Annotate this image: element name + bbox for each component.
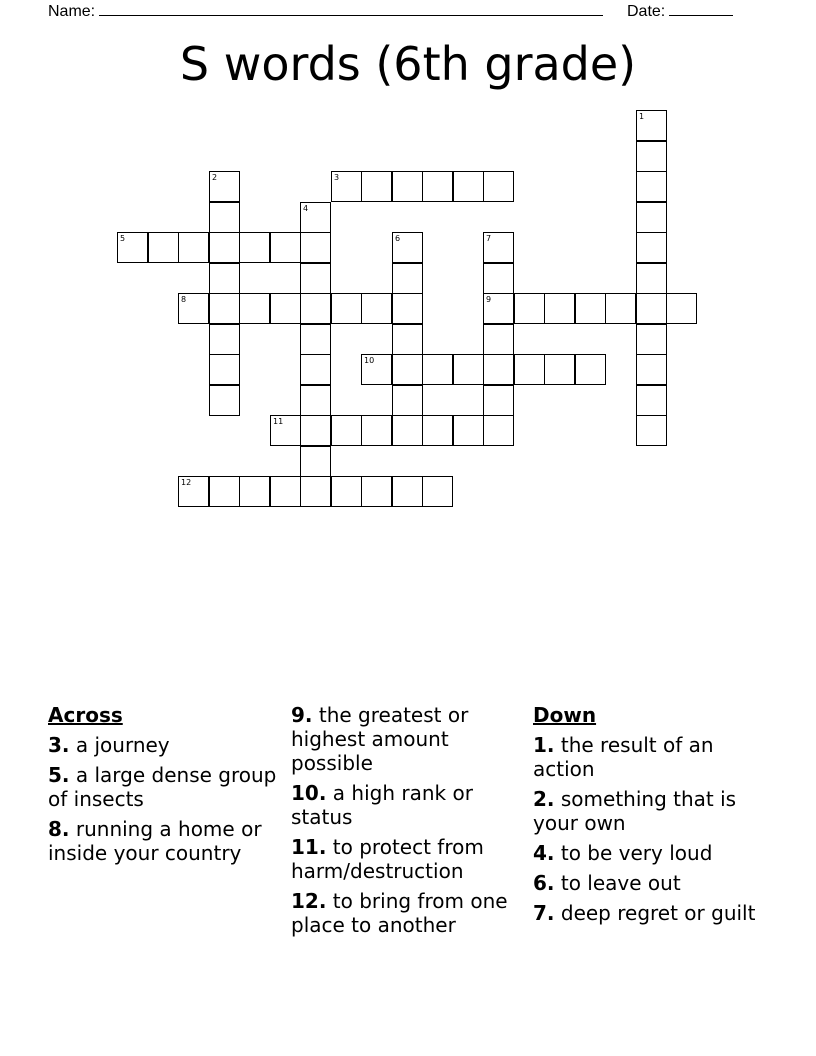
crossword-cell[interactable] [636, 324, 667, 355]
crossword-cell[interactable] [300, 232, 331, 263]
crossword-cell[interactable] [300, 476, 331, 507]
crossword-cell[interactable] [178, 232, 209, 263]
crossword-cell[interactable] [209, 263, 240, 294]
down-heading: Down [533, 703, 597, 727]
crossword-cell[interactable] [483, 232, 514, 263]
crossword-cell[interactable] [361, 354, 392, 385]
name-blank-line[interactable] [99, 0, 603, 16]
clue-down-2: 2. something that is your own [533, 787, 737, 835]
crossword-cell[interactable] [636, 354, 667, 385]
crossword-cell[interactable] [544, 293, 575, 324]
clue-across-8: 8. running a home or inside your country [48, 817, 262, 865]
clue-number: 4 [303, 204, 309, 213]
crossword-cell[interactable] [453, 171, 484, 202]
crossword-cell[interactable] [422, 354, 453, 385]
crossword-cell[interactable] [300, 202, 331, 233]
clue-down-6: 6. to leave out [533, 871, 681, 895]
crossword-cell[interactable] [331, 171, 362, 202]
crossword-cell[interactable] [483, 415, 514, 446]
crossword-cell[interactable] [483, 324, 514, 355]
clue-down-4: 4. to be very loud [533, 841, 713, 865]
clue-number: 9 [486, 295, 492, 304]
crossword-cell[interactable] [575, 293, 606, 324]
crossword-cell[interactable] [209, 171, 240, 202]
date-label: Date: [627, 3, 666, 20]
crossword-cell[interactable] [209, 385, 240, 416]
crossword-cell[interactable] [209, 232, 240, 263]
crossword-cell[interactable] [270, 232, 301, 263]
crossword-cell[interactable] [331, 293, 362, 324]
crossword-cell[interactable] [209, 354, 240, 385]
crossword-cell[interactable] [270, 293, 301, 324]
crossword-cell[interactable] [300, 263, 331, 294]
crossword-cell[interactable] [453, 415, 484, 446]
clue-across-5: 5. a large dense group of insects [48, 763, 277, 811]
date-field [627, 0, 733, 21]
crossword-cell[interactable] [544, 354, 575, 385]
clue-number: 3 [334, 173, 340, 182]
crossword-cell[interactable] [270, 415, 301, 446]
clue-number: 1 [639, 112, 645, 121]
crossword-cell[interactable] [483, 263, 514, 294]
clue-down-7: 7. deep regret or guilt [533, 901, 756, 925]
crossword-cell[interactable] [148, 232, 179, 263]
clue-across-3: 3. a journey [48, 733, 170, 757]
crossword-cell[interactable] [361, 171, 392, 202]
clue-number: 6 [395, 234, 401, 243]
crossword-cell[interactable] [636, 415, 667, 446]
crossword-cell[interactable] [300, 446, 331, 477]
clue-number: 2 [212, 173, 218, 182]
crossword-cell[interactable] [178, 476, 209, 507]
crossword-cell[interactable] [361, 476, 392, 507]
crossword-cell[interactable] [636, 141, 667, 172]
crossword-cell[interactable] [209, 202, 240, 233]
crossword-cell[interactable] [483, 171, 514, 202]
crossword-cell[interactable] [636, 110, 667, 141]
crossword-cell[interactable] [239, 476, 270, 507]
crossword-cell[interactable] [209, 324, 240, 355]
crossword-cell[interactable] [392, 293, 423, 324]
date-blank-line[interactable] [669, 0, 733, 16]
crossword-cell[interactable] [209, 476, 240, 507]
clue-number: 7 [486, 234, 492, 243]
clue-across-10: 10. a high rank or status [291, 781, 473, 829]
clue-down-1: 1. the result of an action [533, 733, 714, 781]
clue-across-9: 9. the greatest or highest amount possible [291, 703, 469, 775]
crossword-cell[interactable] [300, 354, 331, 385]
crossword-cell[interactable] [636, 232, 667, 263]
clue-number: 11 [273, 417, 284, 426]
crossword-cell[interactable] [514, 354, 545, 385]
clue-across-11: 11. to protect from harm/destruction [291, 835, 484, 883]
crossword-cell[interactable] [300, 415, 331, 446]
clue-number: 10 [364, 356, 375, 365]
crossword-cell[interactable] [605, 293, 636, 324]
crossword-cell[interactable] [300, 385, 331, 416]
crossword-cell[interactable] [361, 415, 392, 446]
crossword-cell[interactable] [270, 476, 301, 507]
crossword-cell[interactable] [514, 293, 545, 324]
crossword-cell[interactable] [178, 293, 209, 324]
crossword-cell[interactable] [422, 171, 453, 202]
crossword-cell[interactable] [422, 415, 453, 446]
crossword-cell[interactable] [392, 476, 423, 507]
crossword-cell[interactable] [483, 354, 514, 385]
crossword-cell[interactable] [392, 324, 423, 355]
clue-number: 12 [181, 478, 192, 487]
crossword-cell[interactable] [239, 232, 270, 263]
crossword-cell[interactable] [392, 415, 423, 446]
crossword-cell[interactable] [636, 293, 667, 324]
crossword-cell[interactable] [300, 293, 331, 324]
clues-column-3 [533, 703, 769, 931]
crossword-cell[interactable] [636, 171, 667, 202]
name-field [48, 0, 603, 21]
clues-column-2 [291, 703, 527, 943]
crossword-cell[interactable] [666, 293, 697, 324]
crossword-cell[interactable] [392, 232, 423, 263]
crossword-cell[interactable] [453, 354, 484, 385]
crossword-cell[interactable] [392, 263, 423, 294]
clue-across-12: 12. to bring from one place to another [291, 889, 508, 937]
crossword-cell[interactable] [483, 385, 514, 416]
crossword-cell[interactable] [300, 324, 331, 355]
crossword-cell[interactable] [361, 293, 392, 324]
crossword-cell[interactable] [331, 476, 362, 507]
crossword-cell[interactable] [209, 293, 240, 324]
crossword-cell[interactable] [117, 232, 148, 263]
clues-column-1 [48, 703, 278, 871]
crossword-cell[interactable] [392, 171, 423, 202]
crossword-cell[interactable] [636, 385, 667, 416]
crossword-cell[interactable] [392, 354, 423, 385]
name-label: Name: [48, 3, 96, 20]
page-title: S words (6th grade) [179, 37, 637, 91]
crossword-cell[interactable] [392, 385, 423, 416]
crossword-cell[interactable] [483, 293, 514, 324]
crossword-cell[interactable] [331, 415, 362, 446]
crossword-cell[interactable] [636, 263, 667, 294]
crossword-cell[interactable] [422, 476, 453, 507]
crossword-cell[interactable] [239, 293, 270, 324]
across-heading: Across [48, 703, 123, 727]
clue-number: 5 [120, 234, 126, 243]
crossword-cell[interactable] [575, 354, 606, 385]
clue-number: 8 [181, 295, 187, 304]
crossword-cell[interactable] [636, 202, 667, 233]
